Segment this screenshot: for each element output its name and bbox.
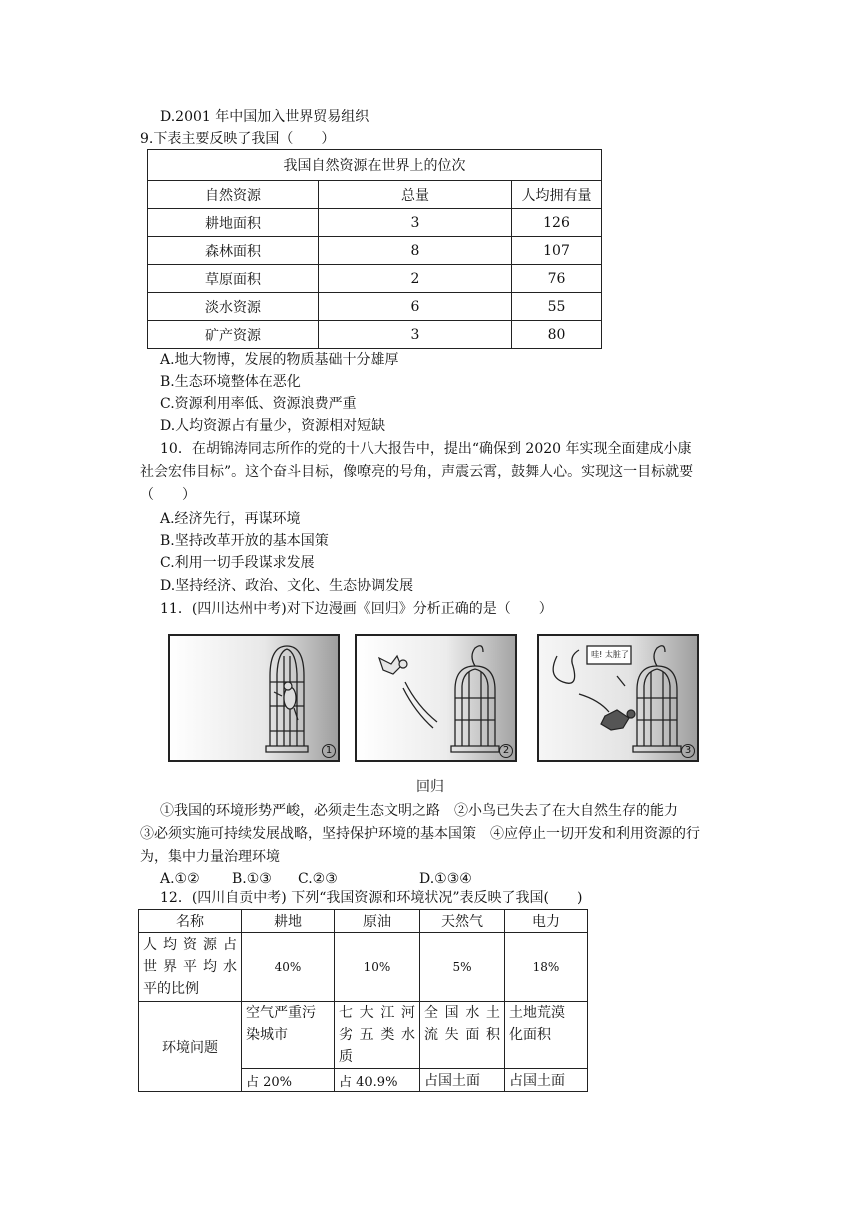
table-cell: [505, 1002, 588, 1069]
q9-option-a: A.地大物博，发展的物质基础十分雄厚: [160, 352, 399, 368]
q11-option-d: D.①③④: [419, 871, 472, 887]
table-cell: 8: [319, 237, 512, 265]
table-header: 人均拥有量: [512, 181, 602, 209]
comic-caption: 回归: [416, 779, 444, 795]
row-label: [139, 933, 242, 1002]
cell-line: 化面积: [509, 1027, 551, 1043]
table-title: 我国自然资源在世界上的位次: [148, 150, 602, 181]
comic-panel-3: [537, 634, 699, 762]
table-cell: 2: [319, 265, 512, 293]
table-cell: 3: [319, 209, 512, 237]
q12-resource-table: [138, 909, 588, 1092]
table-cell: [420, 1002, 505, 1069]
table-cell: 占国土面: [420, 1069, 505, 1092]
q11-statement-line1: ①我国的环境形势严峻，必须走生态文明之路 ②小鸟已失去了在大自然生存的能力: [160, 803, 678, 819]
table-cell: 占国土面: [505, 1069, 588, 1092]
q9-option-b: B.生态环境整体在恶化: [160, 374, 301, 390]
table-header: 名称: [139, 910, 242, 933]
table-cell: 126: [512, 209, 602, 237]
q10-option-d: D.坚持经济、政治、文化、生态协调发展: [160, 578, 414, 594]
panel-number: 1: [322, 744, 336, 758]
table-cell: 森林面积: [148, 237, 319, 265]
table-header: 天然气: [420, 910, 505, 933]
table-cell: 草原面积: [148, 265, 319, 293]
table-cell: 矿产资源: [148, 321, 319, 349]
table-cell: 耕地面积: [148, 209, 319, 237]
table-header: 原油: [335, 910, 420, 933]
cell-line: 土地荒漠: [509, 1005, 565, 1021]
cell-line: 劣五类水: [339, 1027, 415, 1043]
table-header: 耕地: [242, 910, 335, 933]
table-cell: [242, 1002, 335, 1069]
table-cell: 10%: [335, 933, 420, 1002]
q10-option-b: B.坚持改革开放的基本国策: [160, 533, 329, 549]
cell-line: 染城市: [246, 1027, 288, 1043]
q10-stem-line2: 社会宏伟目标”。这个奋斗目标，像嘹亮的号角，声震云霄，鼓舞人心。实现这一目标就要: [140, 464, 694, 480]
q10-stem-line1: 10．在胡锦涛同志所作的党的十八大报告中，提出“确保到 2020 年实现全面建成小康: [160, 441, 692, 457]
row-label: 环境问题: [139, 1002, 242, 1092]
table-header: 自然资源: [148, 181, 319, 209]
table-cell: 淡水资源: [148, 293, 319, 321]
table-cell: 占 40.9%: [335, 1069, 420, 1092]
row-label-line: 人均资源占: [143, 937, 237, 953]
cell-line: 七大江河: [339, 1005, 415, 1021]
row-label-line: 世界平均水: [143, 959, 237, 975]
table-cell: 76: [512, 265, 602, 293]
row-label-line: 平的比例: [143, 981, 199, 997]
table-cell: 占 20%: [242, 1069, 335, 1092]
q11-option-b: B.①③: [232, 871, 272, 887]
q11-option-a: A.①②: [160, 871, 200, 887]
q9-resource-table: [147, 149, 602, 349]
cell-line: 流失面积: [424, 1027, 500, 1043]
q9-option-c: C.资源利用率低、资源浪费严重: [160, 396, 357, 412]
q11-option-c: C.②③: [298, 871, 338, 887]
q9-stem: 9.下表主要反映了我国（ ）: [140, 131, 336, 147]
q8-option-d: D.2001 年中国加入世界贸易组织: [160, 109, 370, 125]
table-cell: 107: [512, 237, 602, 265]
cage-bird-drawing: [170, 636, 340, 762]
table-cell: 55: [512, 293, 602, 321]
q11-statement-line2: ③必须实施可持续发展战略，坚持保护环境的基本国策 ④应停止一切开发和利用资源的行: [140, 826, 700, 842]
q12-stem: 12．(四川自贡中考) 下列“我国资源和环境状况”表反映了我国( ): [160, 890, 583, 906]
cell-line: 空气严重污: [246, 1005, 316, 1021]
table-header: 电力: [505, 910, 588, 933]
cell-line: 全国水土: [424, 1005, 500, 1021]
table-cell: 18%: [505, 933, 588, 1002]
table-cell: 5%: [420, 933, 505, 1002]
q10-option-a: A.经济先行，再谋环境: [160, 511, 301, 527]
q9-option-d: D.人均资源占有量少，资源相对短缺: [160, 418, 386, 434]
table-cell: 80: [512, 321, 602, 349]
q11-statement-line3: 为，集中力量治理环境: [140, 849, 280, 865]
table-cell: [335, 1002, 420, 1069]
q11-stem: 11．(四川达州中考)对下边漫画《回归》分析正确的是（ ）: [160, 601, 553, 617]
bird-flying-drawing: [357, 636, 517, 762]
table-header: 总量: [319, 181, 512, 209]
table-cell: 40%: [242, 933, 335, 1002]
comic-panel-2: [355, 634, 517, 762]
table-cell: 3: [319, 321, 512, 349]
panel-number: 2: [499, 744, 513, 758]
panel-number: 3: [681, 744, 695, 758]
cell-line: 质: [339, 1049, 353, 1065]
speech-bubble-text: 哇! 太脏了: [591, 650, 629, 659]
table-cell: 6: [319, 293, 512, 321]
q10-stem-line3: （ ）: [140, 487, 196, 503]
q10-option-c: C.利用一切手段谋求发展: [160, 555, 315, 571]
comic-panel-1: [168, 634, 340, 762]
